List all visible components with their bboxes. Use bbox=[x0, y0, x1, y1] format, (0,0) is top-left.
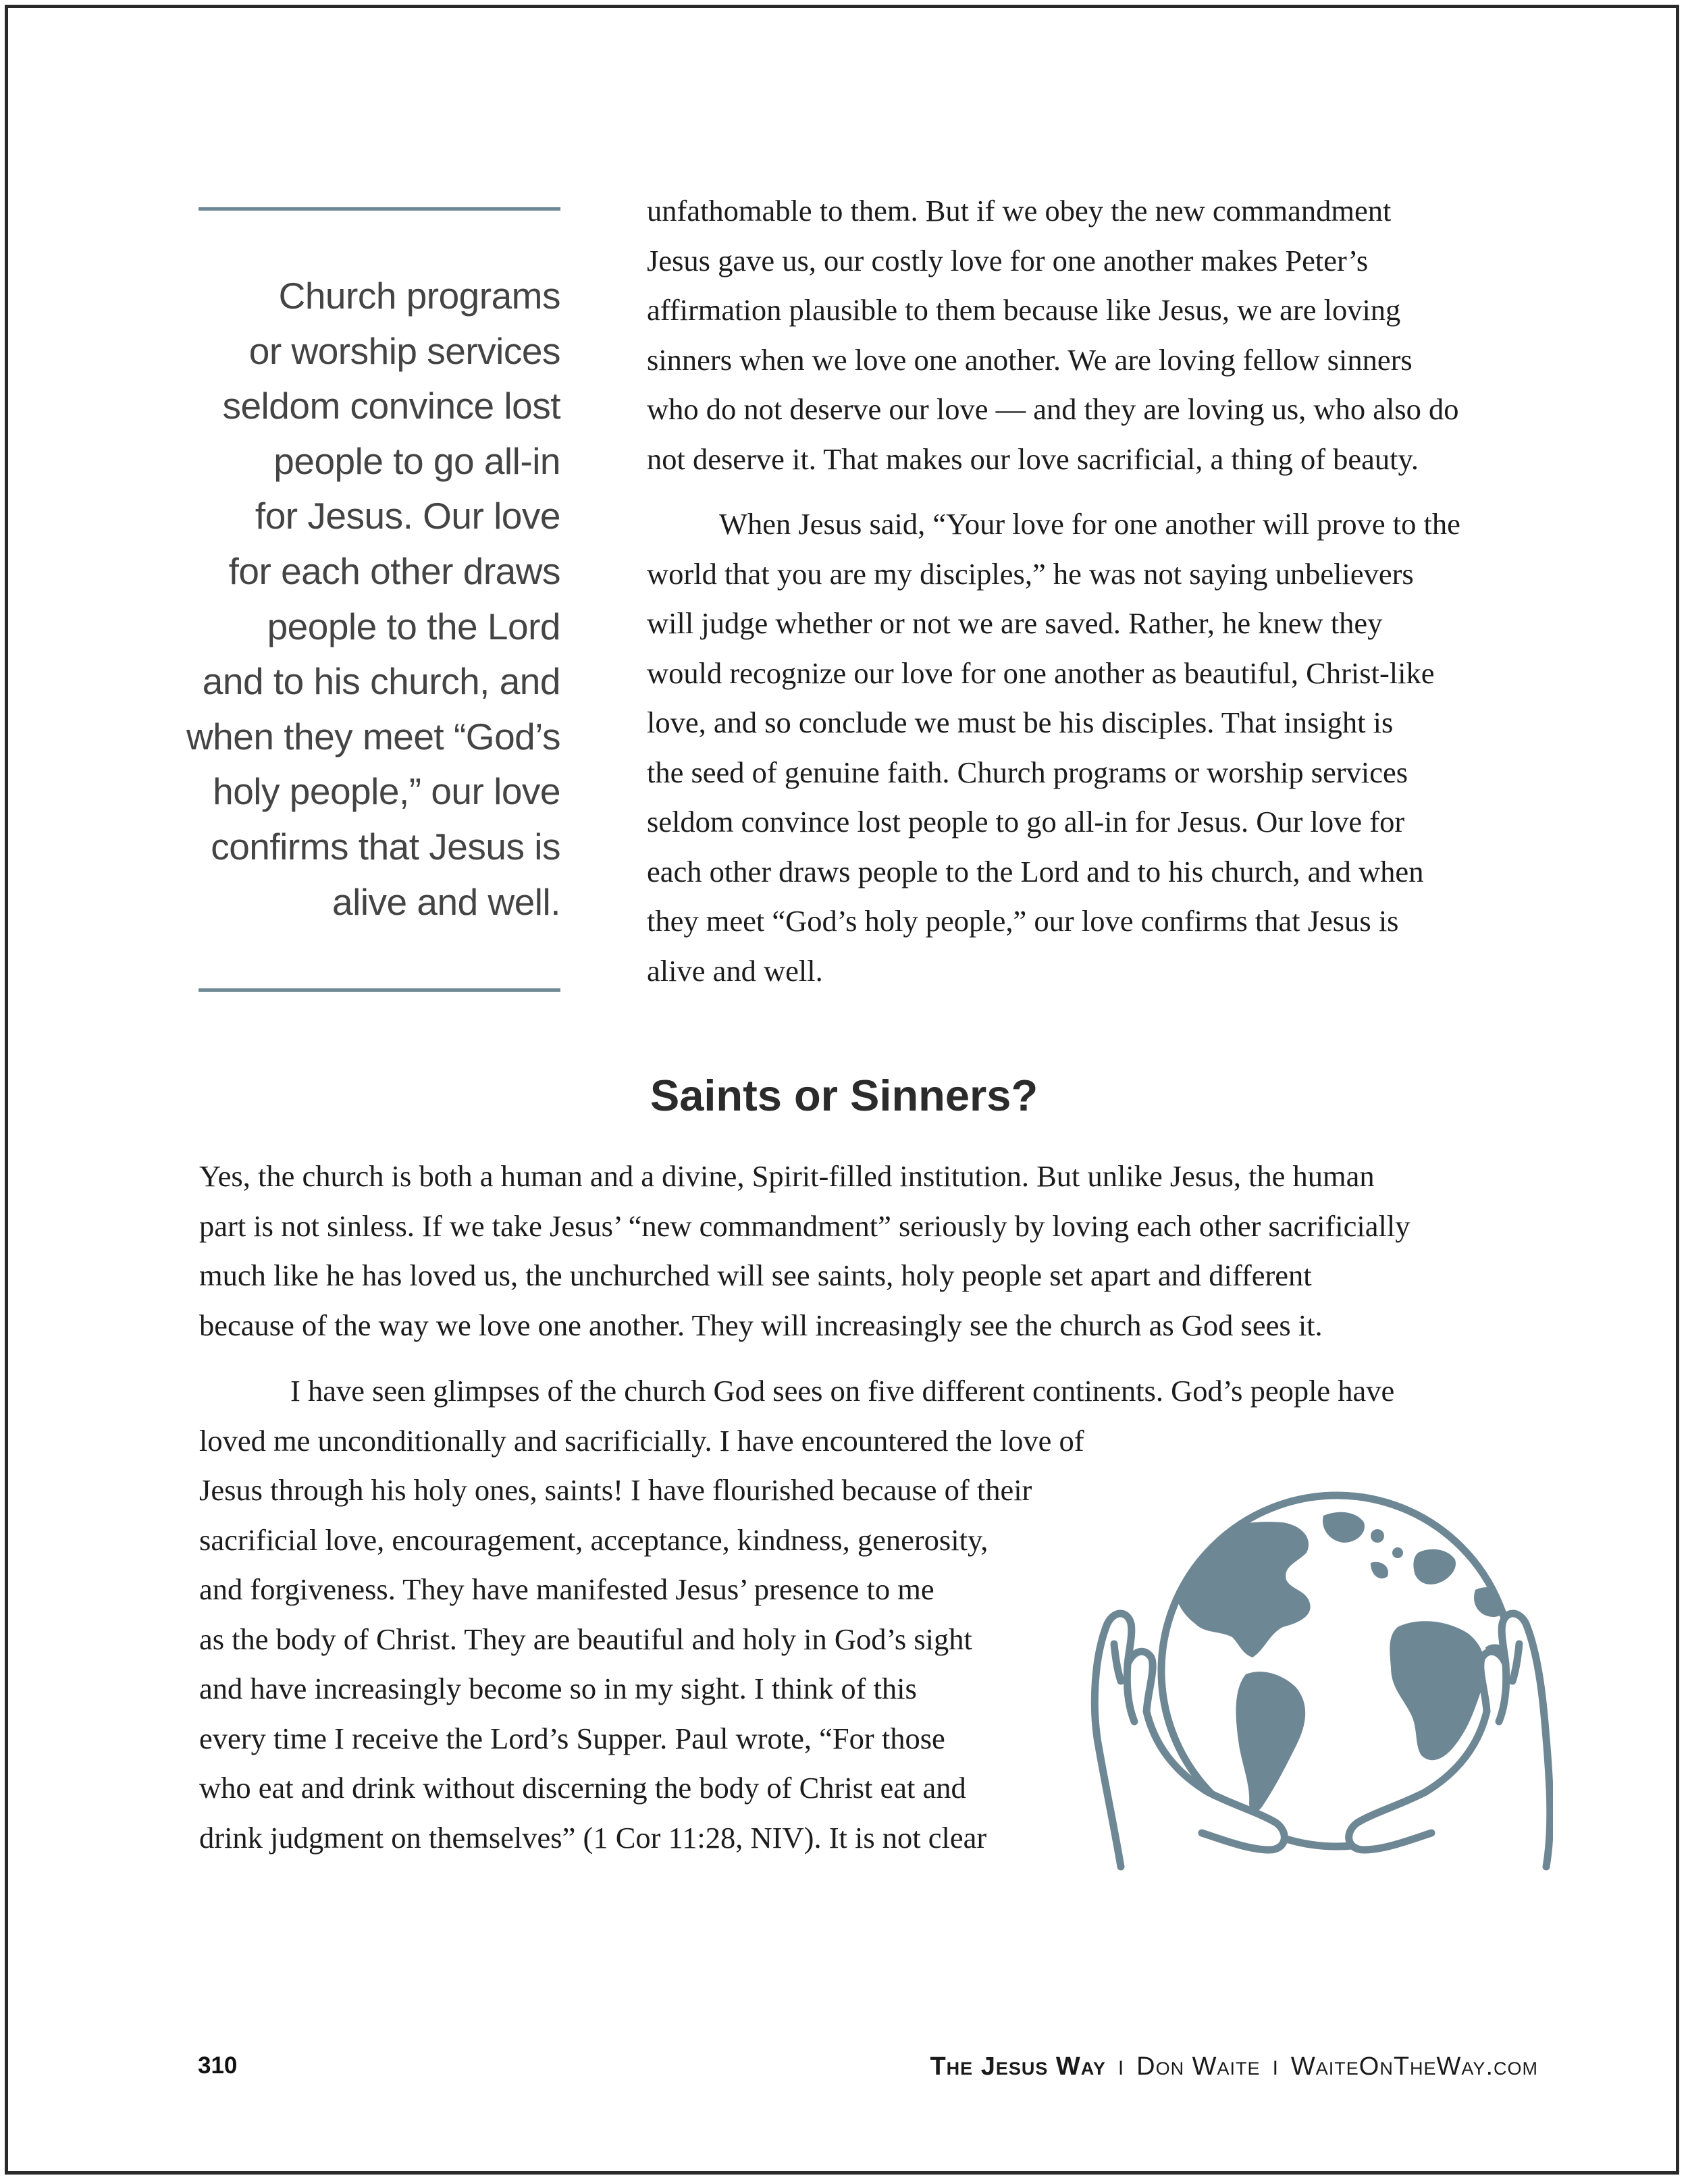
pullquote-line: confirms that Jesus is bbox=[211, 825, 560, 868]
text-line: unfathomable to them. But if we obey the new commandment bbox=[647, 194, 1392, 228]
text-line: who do not deserve our love — and they are loving us, who also do bbox=[647, 392, 1459, 426]
website-link[interactable]: WaiteOnTheWay.com bbox=[1290, 2052, 1538, 2081]
text-line: Jesus through his holy ones, saints! I have flourished because of their bbox=[199, 1473, 1032, 1507]
text-line: love, and so conclude we must be his disciples. That insight is bbox=[647, 705, 1394, 739]
text-line: drink judgment on themselves” (1 Cor 11:28, NIV). It is not clear bbox=[199, 1820, 987, 1855]
text-line: and forgiveness. They have manifested Jesus’ presence to me bbox=[199, 1572, 934, 1606]
pullquote-line: for Jesus. Our love bbox=[255, 495, 560, 537]
text-line: the seed of genuine faith. Church programs or worship services bbox=[647, 755, 1408, 789]
pullquote-line: and to his church, and bbox=[202, 660, 560, 703]
pullquote-line: when they meet “God’s bbox=[186, 715, 560, 757]
footer-separator: I bbox=[1272, 2057, 1279, 2079]
book-title: The Jesus Way bbox=[930, 2052, 1106, 2081]
body-column bbox=[647, 186, 1545, 996]
text-line: as the body of Christ. They are beautiful and holy in God’s sight bbox=[199, 1622, 972, 1656]
pullquote-line: people to the Lord bbox=[267, 605, 560, 647]
body-paragraph bbox=[647, 186, 1545, 484]
author-name: Don Waite bbox=[1136, 2052, 1261, 2081]
body-paragraph bbox=[647, 500, 1545, 996]
text-line: sacrificial love, encouragement, acceptance, kindness, generosity, bbox=[199, 1522, 988, 1557]
text-line: loved me unconditionally and sacrificially. I have encountered the love of bbox=[199, 1423, 1084, 1458]
pullquote bbox=[182, 269, 560, 930]
text-line: sinners when we love one another. We are loving fellow sinners bbox=[647, 342, 1413, 377]
pullquote-line: alive and well. bbox=[332, 880, 560, 923]
text-line: who eat and drink without discerning the body of Christ eat and bbox=[199, 1771, 966, 1805]
pullquote-line: seldom convince lost bbox=[222, 385, 560, 427]
text-line: they meet “God’s holy people,” our love confirms that Jesus is bbox=[647, 904, 1399, 938]
text-line: not deserve it. That makes our love sacrificial, a thing of beauty. bbox=[647, 442, 1419, 476]
text-line: every time I receive the Lord’s Supper. Paul wrote, “For those bbox=[199, 1721, 945, 1755]
text-line: and have increasingly become so in my sight. I think of this bbox=[199, 1672, 917, 1705]
text-line: because of the way we love one another. They will increasingly see the church as God sees it. bbox=[199, 1308, 1323, 1342]
pullquote-line: holy people,” our love bbox=[213, 770, 560, 813]
text-line: world that you are my disciples,” he was not saying unbelievers bbox=[647, 556, 1414, 591]
text-line: I have seen glimpses of the church God sees on five different continents. God’s people have bbox=[290, 1374, 1395, 1408]
text-line: Yes, the church is both a human and a divine, Spirit-filled institution. But unlike Jesus, the human bbox=[199, 1159, 1375, 1193]
text-line: seldom convince lost people to go all-in for Jesus. Our love for bbox=[647, 805, 1405, 838]
pullquote-top-rule bbox=[199, 207, 560, 211]
footer-separator: I bbox=[1117, 2057, 1125, 2079]
page-number: 310 bbox=[198, 2052, 238, 2079]
text-line: part is not sinless. If we take Jesus’ “new commandment” seriously by loving each other sacrificially bbox=[199, 1208, 1410, 1243]
body-paragraph bbox=[199, 1152, 1550, 1350]
pullquote-line: Church programs bbox=[278, 275, 560, 317]
text-line: When Jesus said, “Your love for one another will prove to the bbox=[719, 507, 1460, 541]
text-line: each other draws people to the Lord and to his church, and when bbox=[647, 854, 1424, 888]
pullquote-bottom-rule bbox=[199, 988, 560, 992]
section-heading: Saints or Sinners? bbox=[650, 1071, 1038, 1120]
pullquote-line: or worship services bbox=[248, 329, 560, 372]
text-line: will judge whether or not we are saved. Rather, he knew they bbox=[647, 606, 1383, 640]
pullquote-line: for each other draws bbox=[228, 550, 560, 592]
globe-in-hands-icon bbox=[1080, 1489, 1553, 1880]
pullquote-line: people to go all-in bbox=[273, 440, 560, 482]
text-line: would recognize our love for one another as beautiful, Christ-like bbox=[647, 656, 1435, 690]
text-line: Jesus gave us, our costly love for one another makes Peter’s bbox=[647, 243, 1369, 277]
text-line: alive and well. bbox=[647, 953, 823, 988]
text-line: much like he has loved us, the unchurched will see saints, holy people set apart and different bbox=[199, 1258, 1312, 1292]
text-line: affirmation plausible to them because like Jesus, we are loving bbox=[647, 293, 1401, 327]
running-footer bbox=[930, 2052, 1538, 2081]
